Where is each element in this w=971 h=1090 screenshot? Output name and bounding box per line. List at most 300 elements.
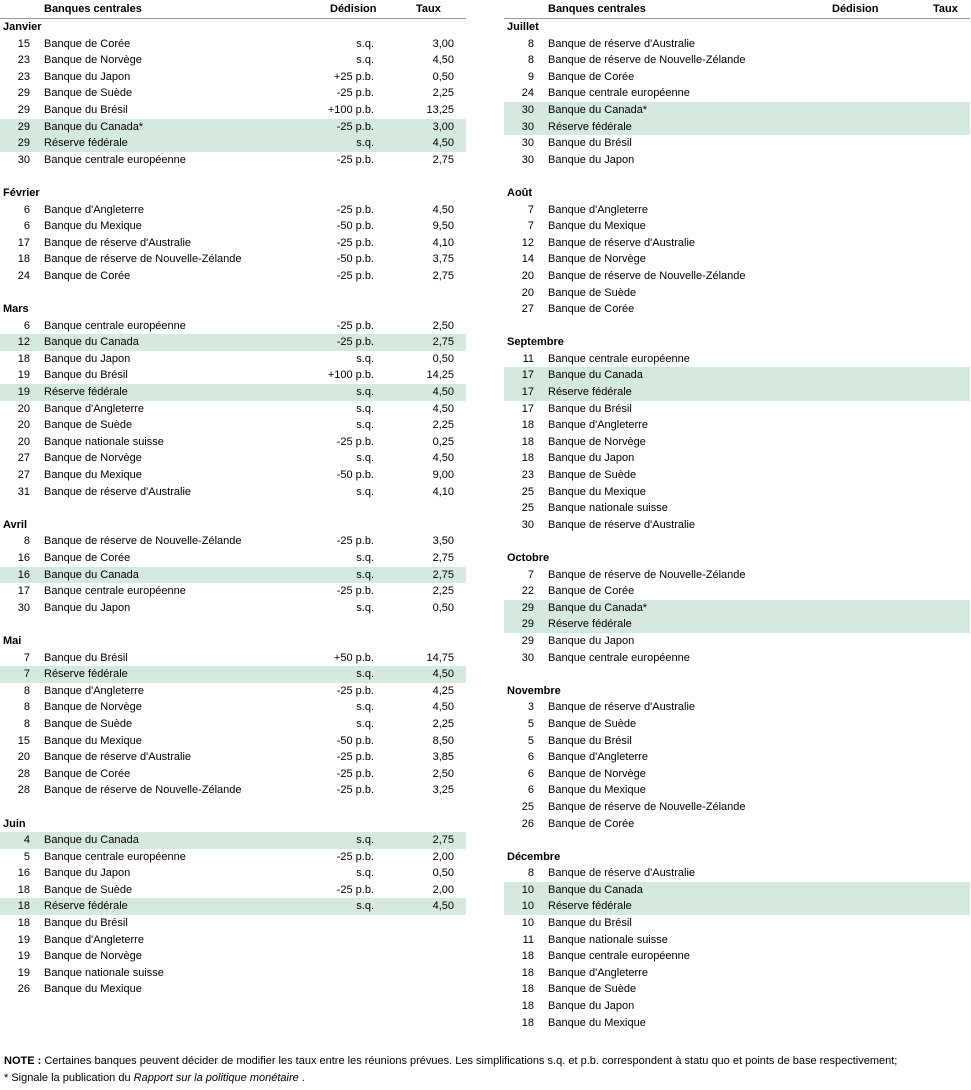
cell-day: 6 <box>527 767 534 780</box>
month-heading <box>0 517 466 534</box>
table-row <box>0 915 466 932</box>
table-row <box>0 932 466 949</box>
table-row <box>504 716 970 733</box>
table-row <box>504 766 970 783</box>
cell-decision: +25 p.b. <box>333 70 374 83</box>
table-row <box>504 1015 970 1032</box>
cell-day: 28 <box>17 784 30 797</box>
cell-day: 18 <box>17 883 30 896</box>
cell-bank: Banque centrale européenne <box>548 352 690 365</box>
cell-day: 16 <box>17 568 30 581</box>
cell-rate: 2,75 <box>432 269 454 282</box>
table-row <box>504 998 970 1015</box>
cell-rate: 0,50 <box>432 70 454 83</box>
cell-day: 23 <box>521 469 534 482</box>
cell-day: 19 <box>17 933 30 946</box>
cell-bank: Banque de Suède <box>548 983 637 996</box>
cell-day: 27 <box>17 469 30 482</box>
cell-rate: 14,25 <box>426 369 454 382</box>
table-row <box>0 965 466 982</box>
cell-bank: Réserve fédérale <box>548 900 632 913</box>
cell-day: 10 <box>521 917 534 930</box>
table-row <box>0 948 466 965</box>
cell-day: 19 <box>17 950 30 963</box>
table-row <box>504 434 970 451</box>
cell-day: 31 <box>17 485 30 498</box>
cell-day: 6 <box>23 220 30 233</box>
cell-bank: Réserve fédérale <box>548 120 632 133</box>
cell-day: 20 <box>17 435 30 448</box>
cell-rate: 2,25 <box>432 585 454 598</box>
cell-day: 28 <box>17 767 30 780</box>
cell-day: 10 <box>521 900 534 913</box>
cell-bank: Banque de Suède <box>548 469 637 482</box>
cell-bank: Banque d'Angleterre <box>44 402 144 415</box>
cell-day: 27 <box>17 452 30 465</box>
cell-rate: 4,50 <box>432 701 454 714</box>
cell-bank: Banque du Japon <box>44 601 131 614</box>
table-row <box>0 981 466 998</box>
cell-rate: 4,50 <box>432 54 454 67</box>
month-heading <box>0 816 466 833</box>
cell-day: 30 <box>521 518 534 531</box>
cell-bank: Banque de réserve d'Australie <box>548 518 696 531</box>
cell-decision: s.q. <box>356 867 374 880</box>
cell-bank: Banque de Suède <box>44 717 133 730</box>
table-row <box>504 484 970 501</box>
cell-decision: +100 p.b. <box>327 369 374 382</box>
cell-bank: Banque de réserve d'Australie <box>44 751 192 764</box>
cell-decision: -50 p.b. <box>336 253 374 266</box>
cell-day: 29 <box>521 618 534 631</box>
cell-decision: +100 p.b. <box>327 103 374 116</box>
cell-day: 25 <box>521 485 534 498</box>
cell-decision: s.q. <box>356 701 374 714</box>
header-decision: Dédision <box>330 3 377 15</box>
cell-rate: 0,50 <box>432 601 454 614</box>
cell-day: 18 <box>521 950 534 963</box>
cell-bank: Banque d'Angleterre <box>548 203 648 216</box>
cell-bank: Banque de réserve d'Australie <box>44 485 192 498</box>
table-row <box>0 218 466 235</box>
cell-rate: 2,00 <box>432 883 454 896</box>
cell-bank: Banque centrale européenne <box>44 585 186 598</box>
table-row <box>504 467 970 484</box>
table-row <box>504 351 970 368</box>
table-row <box>0 832 466 849</box>
table-row <box>0 716 466 733</box>
table-row <box>504 567 970 584</box>
cell-day: 7 <box>527 568 534 581</box>
cell-day: 7 <box>23 668 30 681</box>
cell-day: 8 <box>23 684 30 697</box>
cell-bank: Banque de réserve d'Australie <box>44 236 192 249</box>
header-decision: Dédision <box>832 3 879 15</box>
note-text: Certaines banques peuvent décider de modifier les taux entre les réunions prévues. Les simplifications s.q. et p.b. correspondent à statu quo et points de base respectivement; * Signale la publication du <box>4 1055 898 1084</box>
table-row <box>0 417 466 434</box>
cell-bank: Banque de réserve d'Australie <box>548 37 696 50</box>
cell-bank: Banque du Canada* <box>44 120 144 133</box>
cell-rate: 3,00 <box>432 120 454 133</box>
cell-day: 5 <box>23 850 30 863</box>
note-label: NOTE : <box>4 1055 42 1067</box>
cell-bank: Banque de Suède <box>44 87 133 100</box>
spacer <box>0 285 466 302</box>
cell-day: 17 <box>521 386 534 399</box>
spacer <box>504 168 970 185</box>
cell-bank: Banque de Corée <box>548 70 635 83</box>
cell-rate: 2,25 <box>432 419 454 432</box>
cell-bank: Réserve fédérale <box>548 386 632 399</box>
cell-bank: Banque centrale européenne <box>548 87 690 100</box>
cell-bank: Banque du Mexique <box>548 1016 646 1029</box>
cell-rate: 2,00 <box>432 850 454 863</box>
cell-day: 23 <box>17 54 30 67</box>
cell-day: 5 <box>527 734 534 747</box>
cell-day: 18 <box>521 452 534 465</box>
cell-bank: Banque de Norvège <box>44 54 142 67</box>
cell-bank: Banque du Canada* <box>548 601 648 614</box>
cell-day: 17 <box>17 236 30 249</box>
month-name: Août <box>507 186 533 199</box>
cell-bank: Banque du Japon <box>548 634 635 647</box>
table-row <box>504 417 970 434</box>
cell-bank: Banque de Suède <box>44 883 133 896</box>
table-row <box>504 816 970 833</box>
cell-bank: Banque d'Angleterre <box>548 751 648 764</box>
table-row <box>504 782 970 799</box>
cell-rate: 4,50 <box>432 452 454 465</box>
table-row <box>504 650 970 667</box>
table-row <box>504 932 970 949</box>
table-row <box>504 898 970 915</box>
cell-day: 20 <box>17 419 30 432</box>
cell-bank: Banque de réserve de Nouvelle-Zélande <box>548 269 746 282</box>
table-row <box>504 633 970 650</box>
spacer <box>0 168 466 185</box>
table-row <box>0 152 466 169</box>
cell-bank: Banque du Mexique <box>548 784 646 797</box>
cell-day: 3 <box>527 701 534 714</box>
cell-day: 18 <box>521 983 534 996</box>
cell-day: 4 <box>23 834 30 847</box>
cell-day: 5 <box>527 717 534 730</box>
cell-decision: -25 p.b. <box>336 767 374 780</box>
cell-bank: Banque de réserve de Nouvelle-Zélande <box>548 54 746 67</box>
cell-bank: Réserve fédérale <box>44 386 128 399</box>
cell-bank: Banque de Suède <box>548 717 637 730</box>
cell-rate: 2,25 <box>432 87 454 100</box>
cell-bank: Banque du Japon <box>44 867 131 880</box>
cell-decision: -25 p.b. <box>336 236 374 249</box>
cell-day: 18 <box>521 419 534 432</box>
cell-day: 24 <box>521 87 534 100</box>
month-name: Mars <box>3 303 29 316</box>
cell-decision: s.q. <box>356 402 374 415</box>
cell-bank: Banque de Norvège <box>44 950 142 963</box>
table-row <box>0 318 466 335</box>
table-row <box>504 202 970 219</box>
cell-day: 18 <box>17 900 30 913</box>
table-row <box>504 218 970 235</box>
cell-decision: s.q. <box>356 452 374 465</box>
table-row <box>0 268 466 285</box>
table-row <box>0 351 466 368</box>
cell-decision: -25 p.b. <box>336 87 374 100</box>
cell-decision: -25 p.b. <box>336 269 374 282</box>
table-row <box>0 733 466 750</box>
cell-decision: -50 p.b. <box>336 469 374 482</box>
cell-bank: Banque du Japon <box>548 1000 635 1013</box>
cell-day: 8 <box>527 867 534 880</box>
table-row <box>0 484 466 501</box>
cell-decision: -25 p.b. <box>336 203 374 216</box>
cell-bank: Banque du Canada <box>44 336 139 349</box>
spacer <box>0 616 466 633</box>
cell-rate: 3,25 <box>432 784 454 797</box>
table-row <box>504 915 970 932</box>
cell-decision: -25 p.b. <box>336 883 374 896</box>
cell-day: 18 <box>17 352 30 365</box>
cell-rate: 2,75 <box>432 552 454 564</box>
table-row <box>0 251 466 268</box>
table-row <box>504 235 970 252</box>
table-row <box>504 583 970 600</box>
table-row <box>504 152 970 169</box>
table-row <box>0 865 466 882</box>
table-row <box>504 600 970 617</box>
table-row <box>0 882 466 899</box>
cell-day: 20 <box>17 402 30 415</box>
header-bank: Banques centrales <box>548 3 646 15</box>
note-italic: Rapport sur la politique monétaire <box>133 1071 299 1084</box>
month-name: Octobre <box>507 552 550 564</box>
cell-bank: Banque du Brésil <box>548 734 632 747</box>
month-heading <box>504 550 970 567</box>
cell-day: 18 <box>521 966 534 979</box>
table-row <box>504 450 970 467</box>
cell-bank: Réserve fédérale <box>44 137 128 150</box>
cell-bank: Banque du Canada* <box>548 103 648 116</box>
month-heading <box>0 633 466 650</box>
cell-bank: Banque du Mexique <box>44 983 142 996</box>
cell-bank: Banque nationale suisse <box>44 966 164 979</box>
cell-day: 20 <box>17 751 30 764</box>
cell-day: 6 <box>23 319 30 332</box>
cell-bank: Banque d'Angleterre <box>548 419 648 432</box>
table-row <box>0 450 466 467</box>
table-row <box>0 52 466 69</box>
cell-day: 15 <box>17 37 30 50</box>
cell-bank: Banque de Suède <box>44 419 133 432</box>
cell-day: 15 <box>17 734 30 747</box>
spacer <box>504 666 970 683</box>
cell-day: 29 <box>17 120 30 133</box>
cell-day: 29 <box>17 103 30 116</box>
cell-decision: s.q. <box>356 54 374 67</box>
table-row <box>504 285 970 302</box>
cell-day: 26 <box>17 983 30 996</box>
table-row <box>0 135 466 152</box>
cell-decision: -25 p.b. <box>336 153 374 166</box>
cell-day: 29 <box>17 87 30 100</box>
cell-rate: 4,10 <box>432 236 454 249</box>
cell-rate: 4,50 <box>432 668 454 681</box>
month-name: Juillet <box>507 21 539 33</box>
cell-day: 8 <box>527 54 534 67</box>
cell-bank: Banque de Corée <box>44 552 131 564</box>
cell-bank: Banque du Japon <box>44 70 131 83</box>
cell-decision: -25 p.b. <box>336 535 374 548</box>
table-row <box>0 550 466 567</box>
cell-bank: Banque nationale suisse <box>548 502 668 515</box>
cell-bank: Banque centrale européenne <box>44 319 186 332</box>
cell-day: 29 <box>521 601 534 614</box>
cell-bank: Banque du Brésil <box>548 137 632 150</box>
cell-day: 16 <box>17 867 30 880</box>
table-row <box>0 235 466 252</box>
table-row <box>0 102 466 119</box>
cell-day: 27 <box>521 303 534 316</box>
cell-rate: 2,75 <box>432 834 454 847</box>
table-header <box>0 0 466 19</box>
cell-bank: Banque centrale européenne <box>44 850 186 863</box>
cell-decision: s.q. <box>356 900 374 913</box>
table-row <box>0 683 466 700</box>
cell-day: 7 <box>527 220 534 233</box>
cell-day: 17 <box>521 369 534 382</box>
table-row <box>0 334 466 351</box>
table-row <box>0 367 466 384</box>
header-bank: Banques centrales <box>44 3 142 15</box>
month-name: Décembre <box>507 850 561 863</box>
cell-rate: 3,75 <box>432 253 454 266</box>
cell-rate: 4,50 <box>432 386 454 399</box>
cell-day: 25 <box>521 800 534 813</box>
cell-day: 18 <box>521 435 534 448</box>
table-row <box>0 533 466 550</box>
month-heading <box>0 301 466 318</box>
cell-bank: Banque de Norvège <box>548 435 646 448</box>
table-row <box>0 567 466 584</box>
note-end: . <box>298 1071 305 1084</box>
left-table-body <box>0 19 466 998</box>
table-row <box>504 882 970 899</box>
cell-bank: Banque du Mexique <box>548 220 646 233</box>
cell-day: 6 <box>23 203 30 216</box>
cell-day: 29 <box>17 137 30 150</box>
table-row <box>0 699 466 716</box>
cell-day: 20 <box>521 269 534 282</box>
cell-decision: -25 p.b. <box>336 585 374 598</box>
cell-decision: s.q. <box>356 834 374 847</box>
cell-rate: 2,25 <box>432 717 454 730</box>
cell-day: 14 <box>521 253 534 266</box>
header-rate: Taux <box>933 3 958 15</box>
cell-day: 30 <box>521 103 534 116</box>
table-row <box>504 799 970 816</box>
cell-rate: 4,50 <box>432 203 454 216</box>
cell-decision: s.q. <box>356 137 374 150</box>
cell-decision: -25 p.b. <box>336 751 374 764</box>
cell-bank: Banque du Japon <box>548 153 635 166</box>
cell-decision: s.q. <box>356 668 374 681</box>
cell-day: 7 <box>23 651 30 664</box>
cell-day: 7 <box>527 203 534 216</box>
month-name: Juin <box>3 817 26 830</box>
cell-bank: Banque de Corée <box>44 37 131 50</box>
cell-day: 19 <box>17 966 30 979</box>
cell-bank: Banque de Norvège <box>548 767 646 780</box>
table-row <box>504 749 970 766</box>
cell-bank: Banque de Norvège <box>548 253 646 266</box>
cell-day: 26 <box>521 817 534 830</box>
cell-bank: Banque d'Angleterre <box>44 933 144 946</box>
cell-day: 30 <box>17 601 30 614</box>
cell-day: 19 <box>17 369 30 382</box>
cell-bank: Banque du Canada <box>548 883 643 896</box>
cell-decision: -25 p.b. <box>336 435 374 448</box>
cell-decision: s.q. <box>356 601 374 614</box>
spacer <box>504 832 970 849</box>
cell-day: 22 <box>521 585 534 598</box>
table-row <box>504 69 970 86</box>
cell-bank: Banque du Brésil <box>548 402 632 415</box>
cell-day: 24 <box>17 269 30 282</box>
cell-decision: -25 p.b. <box>336 850 374 863</box>
table-row <box>0 36 466 53</box>
cell-bank: Banque centrale européenne <box>548 950 690 963</box>
cell-bank: Banque nationale suisse <box>44 435 164 448</box>
cell-bank: Banque de réserve de Nouvelle-Zélande <box>44 253 242 266</box>
table-row <box>0 650 466 667</box>
cell-day: 11 <box>522 352 534 365</box>
table-row <box>504 52 970 69</box>
left-column <box>0 0 466 998</box>
cell-bank: Banque du Brésil <box>44 103 128 116</box>
cell-rate: 2,75 <box>432 336 454 349</box>
table-row <box>0 401 466 418</box>
table-row <box>504 965 970 982</box>
cell-bank: Banque du Mexique <box>548 485 646 498</box>
cell-day: 19 <box>17 386 30 399</box>
table-row <box>0 749 466 766</box>
cell-day: 17 <box>17 585 30 598</box>
cell-bank: Banque du Canada <box>44 568 139 581</box>
cell-rate: 9,00 <box>432 469 454 482</box>
cell-day: 8 <box>23 535 30 548</box>
table-row <box>504 517 970 534</box>
cell-day: 18 <box>17 917 30 930</box>
month-name: Mai <box>3 634 22 647</box>
cell-decision: -50 p.b. <box>336 734 374 747</box>
cell-bank: Banque du Brésil <box>44 651 128 664</box>
cell-day: 6 <box>527 784 534 797</box>
cell-day: 23 <box>17 70 30 83</box>
cell-bank: Banque de réserve de Nouvelle-Zélande <box>44 784 242 797</box>
table-row <box>504 102 970 119</box>
cell-day: 16 <box>17 552 30 564</box>
cell-bank: Banque du Brésil <box>44 369 128 382</box>
cell-decision: +50 p.b. <box>333 651 374 664</box>
cell-bank: Banque du Mexique <box>44 220 142 233</box>
table-row <box>0 583 466 600</box>
cell-decision: s.q. <box>356 37 374 50</box>
cell-day: 30 <box>521 153 534 166</box>
cell-day: 8 <box>23 701 30 714</box>
cell-decision: s.q. <box>356 568 374 581</box>
cell-rate: 4,25 <box>432 684 454 697</box>
